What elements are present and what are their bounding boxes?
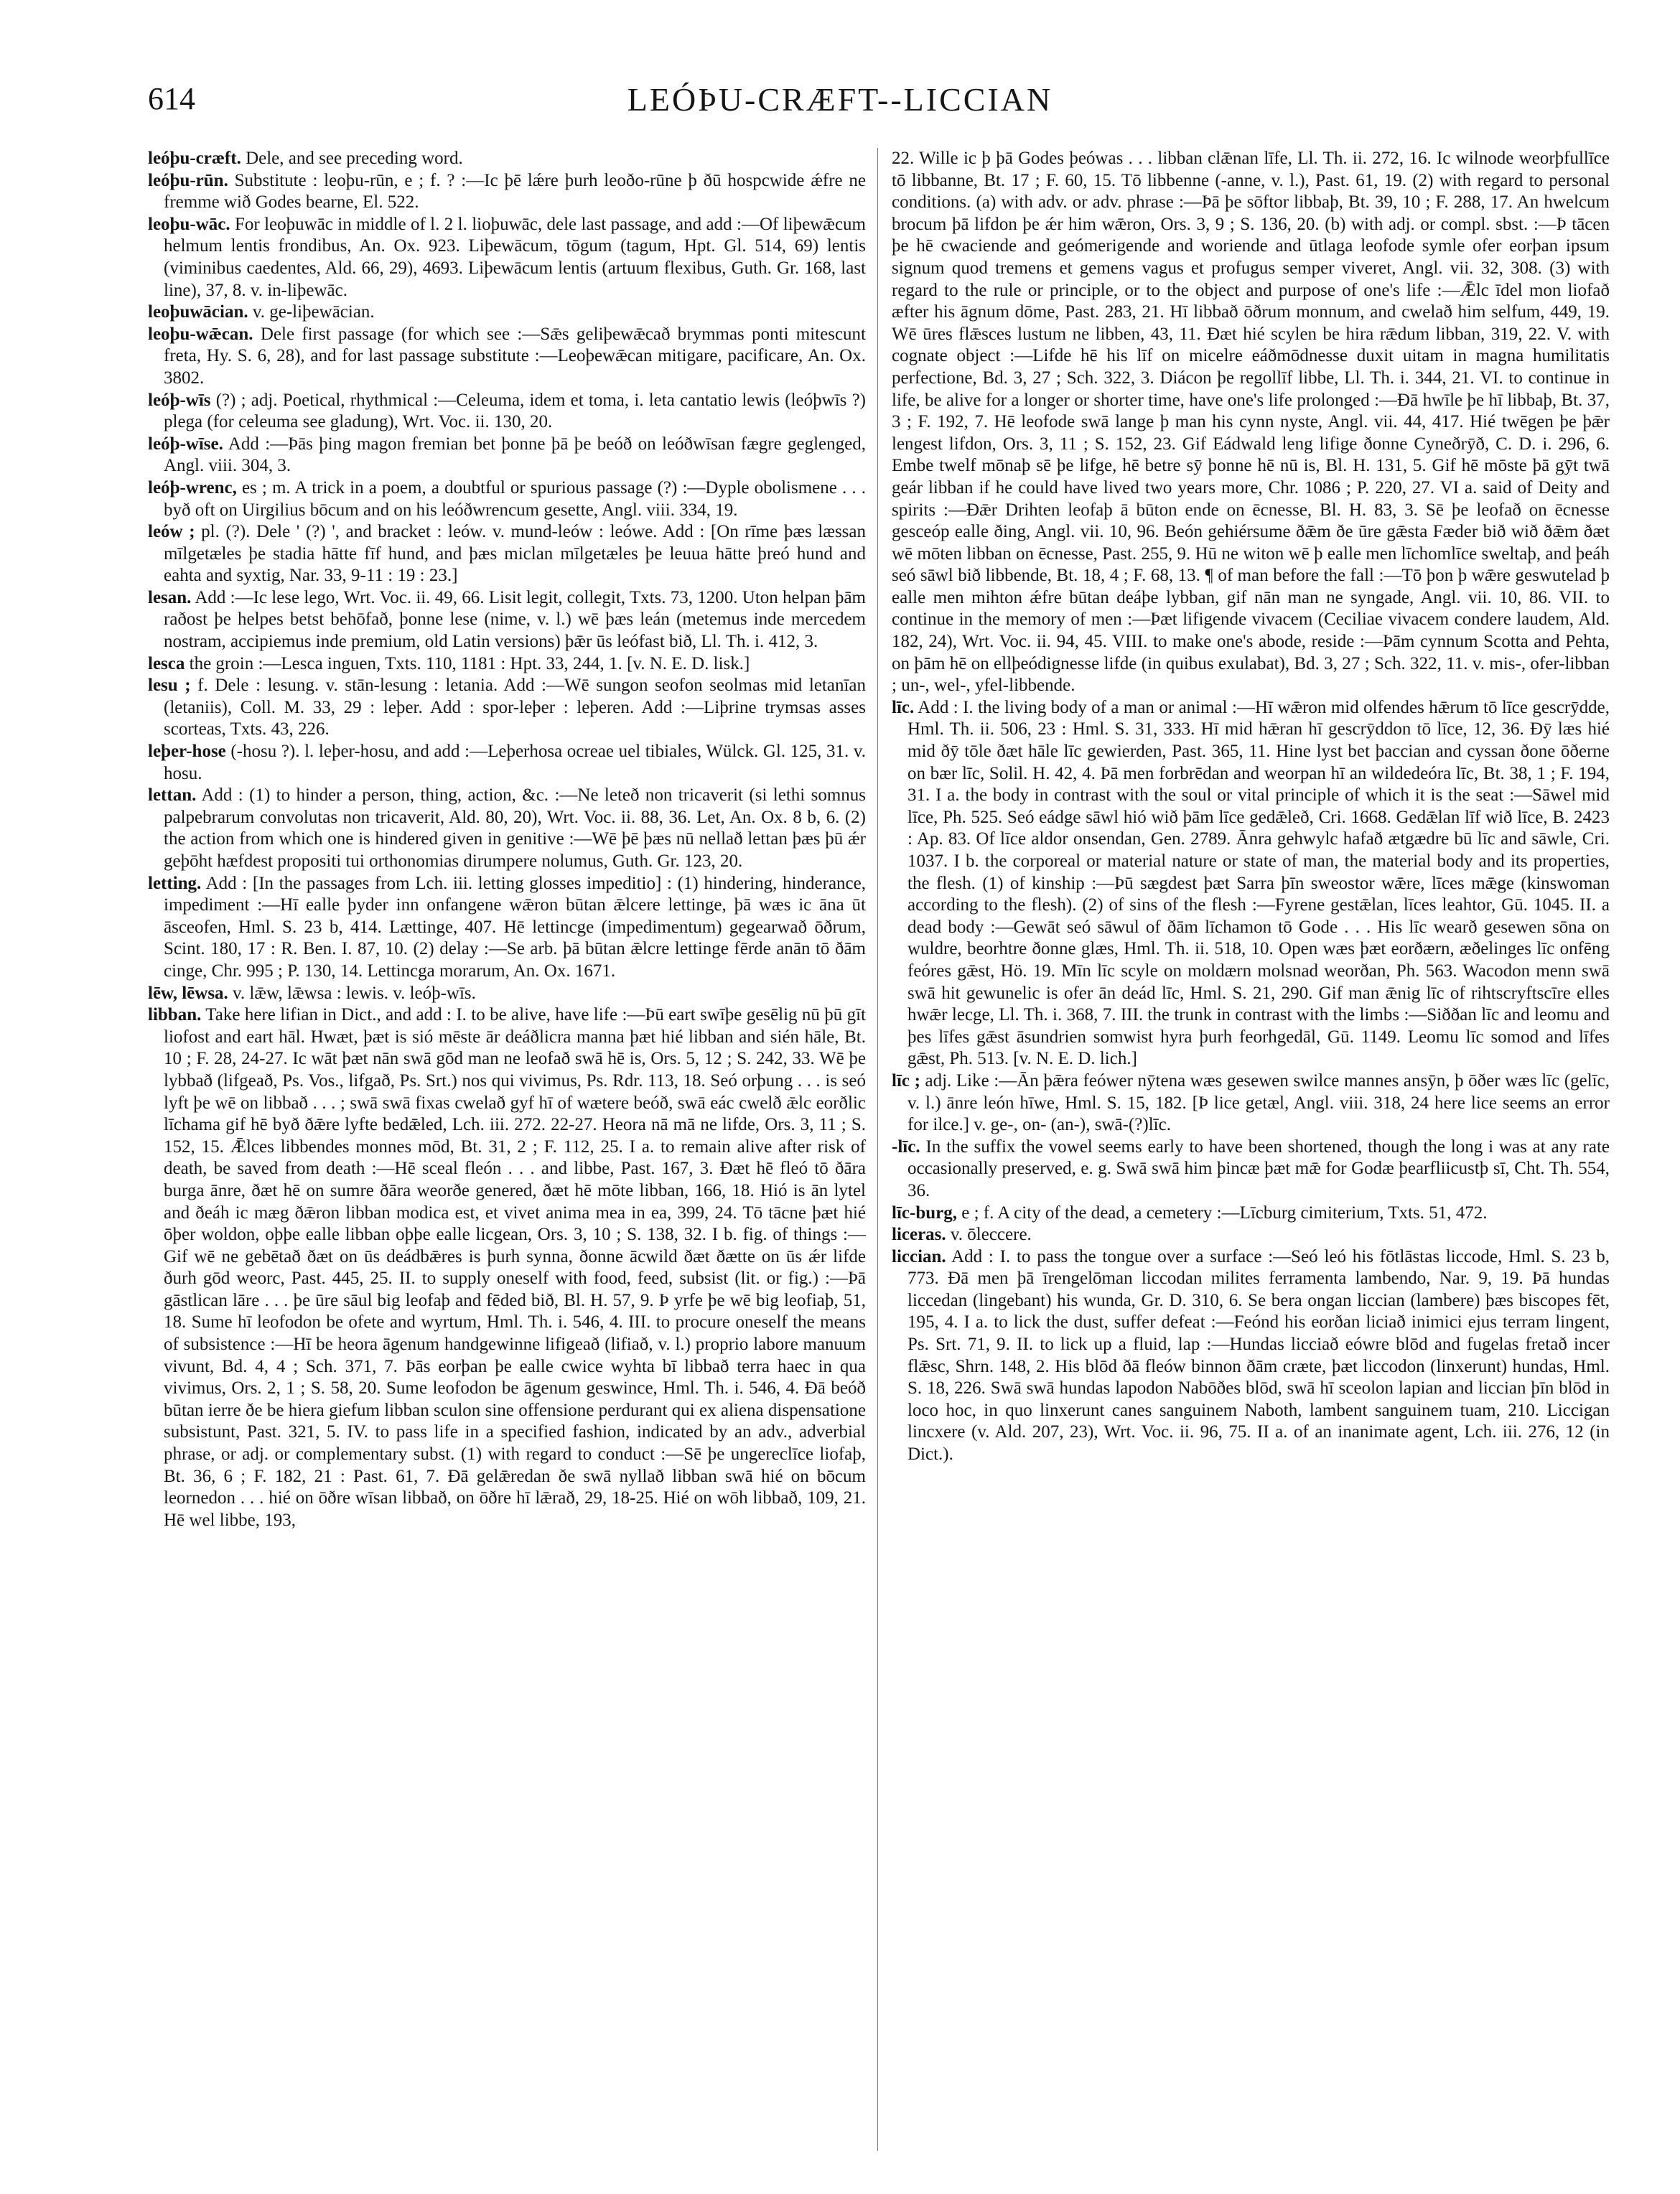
entry-headword: lettan. <box>148 785 197 806</box>
entry-body: v. ōleccere. <box>946 1225 1032 1245</box>
right-column <box>892 148 1610 1466</box>
entry-headword: liceras. <box>892 1225 946 1245</box>
entry-headword: līc-burg, <box>892 1203 957 1223</box>
dictionary-entry <box>148 521 866 587</box>
entry-headword: leoþu-wǣcan. <box>148 324 253 344</box>
entry-headword: leóþu-cræft. <box>148 149 241 168</box>
entry-body: (-hosu ?). l. leþer-hosu, and add :—Leþerhosa ocreae uel tibiales, Wülck. Gl. 125, 31. v. hosu. <box>164 742 866 783</box>
entry-body: Dele first passage (for which see :—Sǣs geliþewǣcað brymmas ponti mitescunt freta, Hy. S. 6, 28), and for last passage substitute :—Leoþewǣcan mitigare, pacificare, An. Ox. 3802. <box>164 324 866 388</box>
entry-body: Take here lifian in Dict., and add : I. to be alive, have life :—Þū eart swīþe gesēlig nū þū gīt liofost and eart hāl. Hwæt, þæt is sió mēste ār deáðlicra manna þæt hié libban and sién hāle, Bt. 10 ; F. 28, 24-27. Ic wāt þæt nān swā gōd man ne leofað swā hē is, Ors. 5, 12 ; S. 242, 33. Wē þe lybbað (lifgeað, Ps. Vos., lifgað, Ps. Srt.) nos qui vivimus, Ps. Rdr. 113, 18. Seó orþung . . . is seó lyft þe wē on libbað . . . ; swā swā fixas cwelað gyf hī of wætere beóð, swā eác cwelð ǣlc eorðlic līchama gif hē byð ðǣre lyfte bedǣled, Lch. iii. 272. 22-27. Heora nā mā ne lifde, Ors. 3, 11 ; S. 152, 15. Ǣlces libbendes monnes mōd, Bt. 31, 2 ; F. 112, 25. I a. to remain alive after risk of death, be saved from death :—Hē sceal fleón . . . and libbe, Past. 167, 3. Ðæt hē fleó tō ðāra burga ānre, ðæt hē on sumre ðāra weorðe genered, ðæt hē mōte libban, 166, 18. Hió is ān lytel and ðeáh ic mæg ðǣron libban modica est, et vivet anima mea in ea, 399, 24. Tō tācne þæt hié ōþer woldon, oþþe ealle libban oþþe ealle licgean, Ors. 3, 10 ; S. 138, 32. I b. fig. of things :—Gif wē ne gebētað ðæt on ūs deádbǣres is þurh synna, ðonne ācwild ðæt ðætte on ūs ǽr lifde ðurh gōd weorc, Past. 445, 25. II. to supply oneself with food, feed, subsist (lit. or fig.) :—Þā gāstlican lāre . . . þe ūre sāul big leofaþ and fēded bið, Bl. H. 57, 9. Þ yrfe þe wē big leofiaþ, 51, 18. Sume hī leofodon be ofete and wyrtum, Hml. Th. i. 546, 4. III. to procure oneself the means of subsistence :—Hī be heora āgenum handgewinne lifigeað (lifiað, v. l.) proprio labore manuum vivunt, Bd. 4, 4 ; Sch. 371, 7. Þās eorþan þe ealle cwice wyhta bī libbað terra haec in qua vivimus, Ors. 2, 1 ; S. 58, 20. Sume leofodon be āgenum geswince, Hml. Th. i. 546, 4. Ðā beóð būtan ierre ðe be hiera giefum libban sculon sine offensione perdurant qui ex aliena dispensatione subsistunt, Past. 321, 5. IV. to pass life in a specified fashion, indicated by an adv., adverbial phrase, or adj. or complementary subst. (1) with regard to conduct :—Sē þe ungereclīce liofaþ, Bt. 36, 6 ; F. 182, 21 : Past. 61, 7. Ðā gelǣredan ðe swā nyllað libban swā hié on bōcum leornedon . . . hié on ōðre wīsan libbað, on ōðre hī lǣrað, 29, 18-25. Hié on wōh libbað, 109, 21. Hē wel libbe, 193, <box>164 1005 866 1530</box>
entry-body: the groin :—Lesca inguen, Txts. 110, 1181 : Hpt. 33, 244, 1. [v. N. E. D. lisk.] <box>185 653 750 673</box>
dictionary-entry <box>148 170 866 214</box>
dictionary-entry <box>148 477 866 521</box>
entry-body: Dele, and see preceding word. <box>241 149 463 168</box>
dictionary-entry <box>892 1224 1610 1246</box>
entry-headword: leoþu-wāc. <box>148 214 230 234</box>
entry-body: Add : I. to pass the tongue over a surface :—Seó leó his fōtlāstas liccode, Hml. S. 23 b, 773. Ðā men þā īrengelōman liccodan milites ferramenta lambendo, Nar. 9, 19. Þā hundas liccedan (lingebant) his wunda, Gr. D. 310, 6. Se bera ongan liccian (lambere) þæs biscopes fēt, 195, 4. I a. to lick the dust, suffer defeat :—Feónd his eorðan liciað inimici ejus terram lingent, Ps. Srt. 71, 9. II. to lick up a fluid, lap :—Hundas licciað eówre blōd and fugelas fretað incer flǣsc, Shrn. 148, 2. His blōd ðā fleów binnon ðām cræte, þæt liccodon (linxerunt) hundas, Hml. S. 18, 226. Swā swā hundas lapodon Nabōðes blōd, swā hī sceolon lapian and liccian þīn blōd in loco hoc, in quo linxerunt canes sanguinem Naboth, lambent sanguinem tuam, 210. Liccigan lincxere (v. Ald. 207, 23), Wrt. Voc. ii. 96, 75. II a. of an inanimate agent, Lch. iii. 276, 12 (in Dict.). <box>907 1246 1610 1465</box>
running-head: LEÓÞU-CRÆFT--LICCIAN <box>627 81 1053 118</box>
entry-body: e ; f. A city of the dead, a cemetery :—Līcburg cimiterium, Txts. 51, 472. <box>956 1203 1488 1223</box>
entry-headword: lēw, lēwsa. <box>148 983 228 1003</box>
entry-body: 22. Wille ic þ þā Godes þeówas . . . libban clǣnan līfe, Ll. Th. ii. 272, 16. Ic wilnode weorþfullīce tō libbanne, Bt. 17 ; F. 60, 15. Tō libbenne (-anne, v. l.), Past. 61, 19. (2) with regard to personal conditions. (a) with adv. or adv. phrase :—Þā þe sōftor libbaþ, Bt. 39, 10 ; F. 288, 17. An hwelcum brocum þā lifdon þe ǽr him wǣron, Ors. 3, 9 ; S. 136, 20. (b) with adj. or compl. sbst. :—Þ tācen þe hē cwaciende and geómerigende and woriende and ūtlaga leofode symle ofer eorþan ipsum signum quod tremens et gemens vagus et profugus semper viveret, Angl. vii. 32, 308. (3) with regard to the rule or principle, or to the object and purpose of one's life :—Ǣlc īdel mon liofað æfter his āgnum dōme, Past. 283, 21. Hī libbað ōðrum monnum, and cwelað him selfum, 449, 19. Wē ūres flǣsces lustum ne libben, 43, 11. Ðæt hié scylen be hira rǣdum libban, 319, 22. V. with cognate object :—Lifde hē his līf on micelre eáðmōdnesse duxit uitam in magna humilitatis perfectione, Bd. 3, 27 ; Sch. 322, 3. Diácon þe regollīf libbe, Ll. Th. i. 344, 21. VI. to continue in life, be alive for a longer or shorter time, have one's life prolonged :—Ðā hwīle þe hī libbaþ, Bt. 37, 3 ; F. 192, 7. Hē leofode swā lange þ man his cynn nyste, Angl. vii. 44, 417. Hié twēgen þe þǣr lengest lifdon, Ors. 3, 11 ; S. 152, 23. Gif Eádwald leng lifige ðonne Cyneðrȳð, C. D. i. 296, 6. Embe twelf mōnaþ sē þe lifge, hē betre sȳ þonne hē nū is, Bl. H. 131, 5. Gif hē mōste þā gȳt twā geár libban if he could have lived two years more, Chr. 1086 ; P. 220, 27. VI a. said of Deity and spirits :—Ðǣr Drihten leofaþ ā būton ende on ēcnesse, Bl. H. 83, 3. Sē þe leofað on ēcnesse gesceóp ealle ðing, Angl. vii. 10, 96. Beón gehiérsume ðǣm ðe ūre gǣsta Fæder bið wið ðǣm ðæt wē mōten libban on ēcnesse, Past. 255, 9. Hū ne witon wē þ ealle men līchomlīce sweltaþ, and þeáh seó sāwl bið libbende, Bt. 18, 4 ; F. 68, 13. ¶ of man before the fall :—Tō þon þ wǣre geswutelad þ ealle men mihton ǽfre būtan deáþe lybban, gif nān man ne syngade, Angl. vii. 10, 86. VII. to continue in the memory of men :—Þæt lifigende vivacem (Ceciliae vivacem condere laudem, Ald. 182, 24), Wrt. Voc. ii. 94, 45. VIII. to make one's abode, reside :—Þām cynnum Scotta and Pehta, on þām hē on ellþeódignesse lifde (in quibus exulabat), Bd. 3, 27 ; Sch. 322, 11. v. mis-, ofer-libban ; un-, wel-, yfel-libbende. <box>892 149 1610 696</box>
dictionary-entry <box>148 675 866 741</box>
entry-headword: lesan. <box>148 587 192 607</box>
entry-headword: -līc. <box>892 1136 920 1157</box>
dictionary-entry <box>148 873 866 983</box>
entry-headword: līc ; <box>892 1070 920 1091</box>
entry-headword: leóþ-wīs <box>148 390 211 410</box>
entry-body: pl. (?). Dele ' (?) ', and bracket : leów. v. mund-leów : leówe. Add : [On rīme þæs læssan mīlgetæles þe stadia hātte fīf hund, and þæs miclan mīlgetæles þe leuua hātte þreó hund and eahta and syxtig, Nar. 33, 9-11 : 19 : 23.] <box>164 522 866 586</box>
dictionary-entry <box>148 785 866 872</box>
entry-body: Add : [In the passages from Lch. iii. letting glosses impeditio] : (1) hindering, hinderance, impediment :—Hī ealle þyder inn onfangene wǣron būtan ǣlcere lettinge, þā wæs ic āna ūt āsceofen, Hml. S. 23 b, 414. Lættinge, 407. Hē lettincge (impedimentum) gegearwað ōðrum, Scint. 180, 17 : R. Ben. I. 87, 10. (2) delay :—Se arb. þā būtan ǣlcre lettinge fērde anān tō ðām cinge, Chr. 995 ; P. 130, 14. Lettincga morarum, An. Ox. 1671. <box>164 873 866 981</box>
entry-body: f. Dele : lesung. v. stān-lesung : letania. Add :—Wē sungon seofon seolmas mid letanīan (letaniis), Coll. M. 33, 29 : leþer. Add : spor-leþer : leþeren. Add :—Liþrine trymsas asses scorteas, Txts. 43, 226. <box>164 676 866 739</box>
entry-headword: lesu ; <box>148 676 191 696</box>
entry-body: Add : (1) to hinder a person, thing, action, &c. :—Ne leteð non tricaverit (si lethi somnus palpebrarum convolutas non tricaverit, Ald. 80, 20), Wrt. Voc. ii. 88, 36. Let, An. Ox. 8 b, 6. (2) the action from which one is hindered given in genitive :—Wē þē þæs nū nellað lettan þæs þū ǽr geþōht hæfdest propositi tui orthonomias dirumpere nolumus, Guth. Gr. 123, 20. <box>164 785 866 871</box>
page-number: 614 <box>148 81 195 116</box>
entry-headword: leóþ-wīse. <box>148 434 223 454</box>
dictionary-entry <box>892 1070 1610 1136</box>
dictionary-entry <box>892 697 1610 1070</box>
dictionary-entry <box>148 434 866 477</box>
entry-body: Add :—Ic lese lego, Wrt. Voc. ii. 49, 66. Lisit legit, collegit, Txts. 73, 1200. Uton helpan þām raðost þe helpes betst behōfað, þonne lese (nime, v. l.) wē þæs leán (metemus inde mercedem nostram, accipiemus inde premium, old Latin versions) þǣr ūs leófast bið, Ll. Th. i. 412, 3. <box>164 587 866 652</box>
entry-body: es ; m. A trick in a poem, a doubtful or spurious passage (?) :—Dyple obolismene . . . byð oft on Uirgilius bōcum and on his leóðwrencum gesette, Angl. viii. 334, 19. <box>164 477 866 520</box>
dictionary-entry <box>892 1136 1610 1203</box>
entry-body: v. ge-liþewācian. <box>248 302 375 322</box>
left-column <box>148 148 866 1531</box>
dictionary-entry <box>148 390 866 434</box>
dictionary-entry <box>148 741 866 785</box>
entry-body: Add : I. the living body of a man or animal :—Hī wǣron mid olfendes hǣrum tō līce gescrȳdde, Hml. Th. ii. 506, 23 : Hml. S. 31, 333. Hī mid hǣran hī gescrȳddon tō līce, 12, 36. Ðȳ læs hié mid ðȳ tōle ðæt hāle līc gewierden, Past. 365, 11. Hine lyst bet þaccian and cyssan ðone ōðerne on bær līc, Solil. H. 42, 4. Þā men forbrēdan and weorpan hī an wildedeóra līc, Bt. 38, 1 ; F. 194, 31. I a. the body in contrast with the soul or vital principle of which it is the seat :—Sāwel mid līce, Ph. 525. Seó eádge sāwl hió wið þām līce gedǣleð, Cri. 1668. Gedǣlan līf wið līce, B. 2423 : Ap. 83. Of līce aldor onsendan, Gen. 2789. Ānra gehwylc hafað ætgædre bū līc and sāwle, Cri. 1037. I b. the corporeal or material nature or state of man, the material body and its properties, the flesh. (1) of kinship :—Þū sægdest þæt Sarra þīn sweostor wǣre, līces mǣge (kinswoman according to the flesh). (2) of sins of the flesh :—Fyrene gestǣlan, līces leahtor, Gū. 1045. II. a dead body :—Gewāt seó sāwul of ðām līchamon tō Gode . . . His līc wearð gesewen sōna on wuldre, beorhtre ðonne glæs, Hml. Th. ii. 518, 10. Open wæs þæt eorðærn, æðelinges līc onfēng feóres gǣst, Hö. 19. Mīn līc scyle on moldærn molsnad weorðan, Ph. 563. Wacodon menn swā swā hit gewunelic is ofer ān deád līc, Hml. S. 21, 290. Gif man ǣnig līc of rihtscryftscīre elles hwǣr lecge, Ll. Th. i. 368, 7. III. the trunk in contrast with the limbs :—Siððan līc and leomu and þes līfes gǣst āsundrien somwist hyra þurh feorhgedāl, Gū. 1149. Leomu līc somod and līfes gǣst, Ph. 513. [v. N. E. D. lich.] <box>907 697 1610 1069</box>
dictionary-entry <box>148 983 866 1005</box>
dictionary-entry <box>892 1246 1610 1466</box>
dictionary-entry <box>148 587 866 653</box>
entry-body: In the suffix the vowel seems early to have been shortened, though the long i was at any rate occasionally preserved, e. g. Swā swā him þincæ þæt mǣ for Godæ þearfliicustþ sī, Cht. Th. 554, 36. <box>907 1136 1610 1200</box>
entry-body: Substitute : leoþu-rūn, e ; f. ? :—Ic þē lǽre þurh leoðo-rūne þ ðū hospcwide ǽfre ne fremme wið Godes bearne, El. 522. <box>164 170 866 213</box>
dictionary-entry <box>148 302 866 324</box>
entry-headword: letting. <box>148 873 202 893</box>
entry-body: adj. Like :—Ān þǣra feówer nȳtena wæs gesewen swilce mannes ansȳn, þ ōðer wæs līc (gelīc, v. l.) ānre león hīwe, Hml. S. 15, 182. [Þ lice getæl, Angl. viii. 318, 24 here lice seems an error for ilce.] v. ge-, on- (an-), swā-(?)līc. <box>907 1070 1610 1135</box>
dictionary-entry <box>148 324 866 390</box>
dictionary-entry <box>148 214 866 302</box>
entry-headword: liccian. <box>892 1246 946 1266</box>
entry-body: v. lǣw, lǣwsa : lewis. v. leóþ-wīs. <box>228 983 476 1003</box>
dictionary-entry <box>148 653 866 676</box>
entry-headword: lesca <box>148 653 185 673</box>
entry-headword: leóþ-wrenc, <box>148 477 237 498</box>
dictionary-entry <box>148 148 866 170</box>
entry-headword: leoþuwācian. <box>148 302 248 322</box>
entry-body: (?) ; adj. Poetical, rhythmical :—Celeuma, idem et toma, i. leta cantatio lewis (leóþwīs ?) plega (for celeuma see gladung), Wrt. Voc. ii. 130, 20. <box>164 390 866 432</box>
entry-headword: leþer-hose <box>148 742 226 762</box>
dictionary-entry <box>148 1004 866 1531</box>
entry-headword: leóþu-rūn. <box>148 170 228 190</box>
dictionary-entry <box>892 1203 1610 1225</box>
entry-headword: līc. <box>892 697 915 717</box>
entry-body: For leoþuwāc in middle of l. 2 l. lioþuwāc, dele last passage, and add :—Of liþewǣcum helmum lentis frondibus, An. Ox. 923. Liþewācum, tōgum (tagum, Hpt. Gl. 514, 69) lentis (viminibus caedentes, Ald. 66, 29), 4693. Liþewācum lentis (artuum flexibus, Guth. Gr. 168, last line), 37, 8. v. in-liþewāc. <box>164 214 866 300</box>
entry-body: Add :—Þās þing magon fremian bet þonne þā þe beóð on leóðwīsan fægre geglenged, Angl. viii. 304, 3. <box>164 434 866 476</box>
column-divider <box>877 148 878 2151</box>
entry-headword: libban. <box>148 1005 202 1025</box>
entry-headword: leów ; <box>148 522 195 542</box>
dictionary-entry <box>892 148 1610 697</box>
